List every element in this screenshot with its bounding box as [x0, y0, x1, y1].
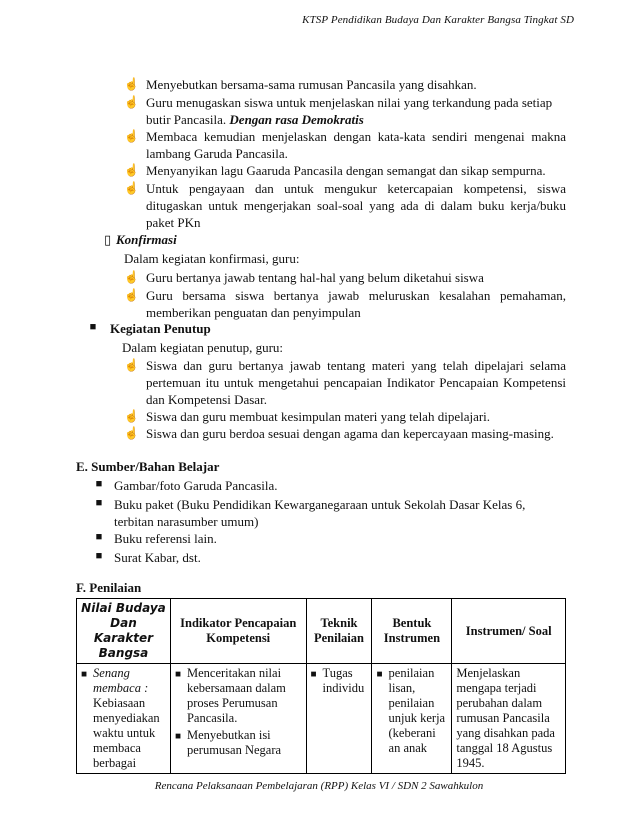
list-item: Guru bersama siswa bertanya jawab meluruskan kesalahan pemahaman, memberikan penguatan dan penyimpulan — [146, 288, 566, 320]
hand-bullet-icon: ☝ — [124, 95, 139, 109]
column-header: Instrumen/ Soal — [452, 599, 566, 664]
konfirmasi-intro: Dalam kegiatan konfirmasi, guru: — [124, 251, 300, 266]
list-item: Siswa dan guru bertanya jawab tentang materi yang telah dipelajari selama pertemuan itu untuk mengetahui pencapaian Indikator Pencapaian Kompetensi dan Kompetensi Dasar. — [146, 358, 566, 407]
square-bullet-icon: ■ — [376, 669, 383, 680]
hand-bullet-icon: ☝ — [124, 181, 139, 195]
hand-bullet-icon: ☝ — [124, 270, 139, 284]
page-footer: Rencana Pelaksanaan Pembelajaran (RPP) Kelas VI / SDN 2 Sawahkulon — [154, 780, 484, 792]
teknik-text: Tugas individu — [322, 666, 365, 695]
teknik-cell — [306, 664, 372, 774]
item-emphasis: Dengan rasa Demokratis — [229, 112, 364, 127]
bentuk-text: penilaian lisan, penilaian unjuk kerja (keberani an anak — [388, 666, 446, 755]
square-bullet-icon: ■ — [310, 669, 317, 680]
column-header: Indikator Pencapaian Kompetensi — [170, 599, 306, 664]
square-bullet-icon: ■ — [81, 669, 88, 680]
hand-bullet-icon: ☝ — [124, 129, 139, 143]
bentuk-cell — [372, 664, 452, 774]
page-header: KTSP Pendidikan Budaya Dan Karakter Bangsa Tingkat SD — [302, 14, 574, 26]
list-item: Membaca kemudian menjelaskan dengan kata-kata sendiri mengenai makna lambang Garuda Pancasila. — [146, 129, 566, 161]
penilaian-table — [76, 598, 566, 774]
square-bullet-icon: ■ — [95, 550, 103, 562]
list-item: Untuk pengayaan dan untuk mengukur ketercapaian kompetensi, siswa ditugaskan untuk mengerjakan soal-soal yang ada di dalam buku kerja/buku paket PKn — [146, 181, 566, 230]
soal-cell: Menjelaskan mengapa terjadi perubahan dalam rumusan Pancasila yang disahkan pada tanggal 18 Agustus 1945. — [452, 664, 566, 774]
column-header: Nilai Budaya Dan Karakter Bangsa — [77, 599, 171, 664]
square-bullet-icon: ■ — [95, 497, 103, 509]
indikator-cell — [170, 664, 306, 774]
hand-bullet-icon: ☝ — [124, 163, 139, 177]
square-bullet-icon: ■ — [174, 731, 181, 742]
konfirmasi-marker: ▯ — [104, 232, 112, 247]
nilai-title: Senang membaca : — [93, 666, 149, 695]
table-row — [77, 664, 566, 774]
indikator-item: Menceritakan nilai kebersamaan dalam proses Perumusan Pancasila. — [186, 666, 286, 725]
list-item: Buku referensi lain. — [114, 531, 217, 546]
list-item — [146, 94, 566, 128]
column-header: Bentuk Instrumen — [372, 599, 452, 664]
sumber-title: E. Sumber/Bahan Belajar — [76, 459, 220, 474]
nilai-cell — [77, 664, 171, 774]
square-bullet-icon: ■ — [89, 321, 97, 333]
list-item: Menyanyikan lagu Gaaruda Pancasila dengan semangat dan sikap sempurna. — [146, 163, 546, 178]
square-bullet-icon: ■ — [174, 669, 181, 680]
list-item: Gambar/foto Garuda Pancasila. — [114, 478, 278, 493]
table-header-row — [77, 599, 566, 664]
hand-bullet-icon: ☝ — [124, 426, 139, 440]
hand-bullet-icon: ☝ — [124, 409, 139, 423]
penilaian-title: F. Penilaian — [76, 580, 142, 595]
list-item: Siswa dan guru membuat kesimpulan materi yang telah dipelajari. — [146, 409, 491, 424]
list-item: Guru bertanya jawab tentang hal-hal yang belum diketahui siswa — [146, 270, 484, 285]
nilai-desc: Kebiasaan menyediakan waktu untuk membaca berbagai — [93, 696, 160, 770]
indikator-item: Menyebutkan isi perumusan Negara — [186, 728, 282, 757]
penutup-title: Kegiatan Penutup — [110, 321, 211, 336]
konfirmasi-title: Konfirmasi — [116, 232, 177, 247]
item-text: Guru menugaskan siswa untuk menjelaskan nilai yang terkandung pada setiap butir Pancasila. — [146, 95, 553, 127]
column-header: Teknik Penilaian — [306, 599, 372, 664]
square-bullet-icon: ■ — [95, 531, 103, 543]
list-item: Surat Kabar, dst. — [114, 550, 201, 565]
hand-bullet-icon: ☝ — [124, 288, 139, 302]
list-item: Buku paket (Buku Pendidikan Kewarganegaraan untuk Sekolah Dasar Kelas 6, terbitan narasumber umum) — [114, 497, 526, 529]
square-bullet-icon: ■ — [95, 478, 103, 490]
hand-bullet-icon: ☝ — [124, 77, 139, 91]
penutup-intro: Dalam kegiatan penutup, guru: — [122, 340, 284, 355]
list-item: Menyebutkan bersama-sama rumusan Pancasila yang disahkan. — [146, 77, 477, 92]
list-item: Siswa dan guru berdoa sesuai dengan agama dan kepercayaan masing-masing. — [146, 426, 554, 441]
hand-bullet-icon: ☝ — [124, 358, 139, 372]
